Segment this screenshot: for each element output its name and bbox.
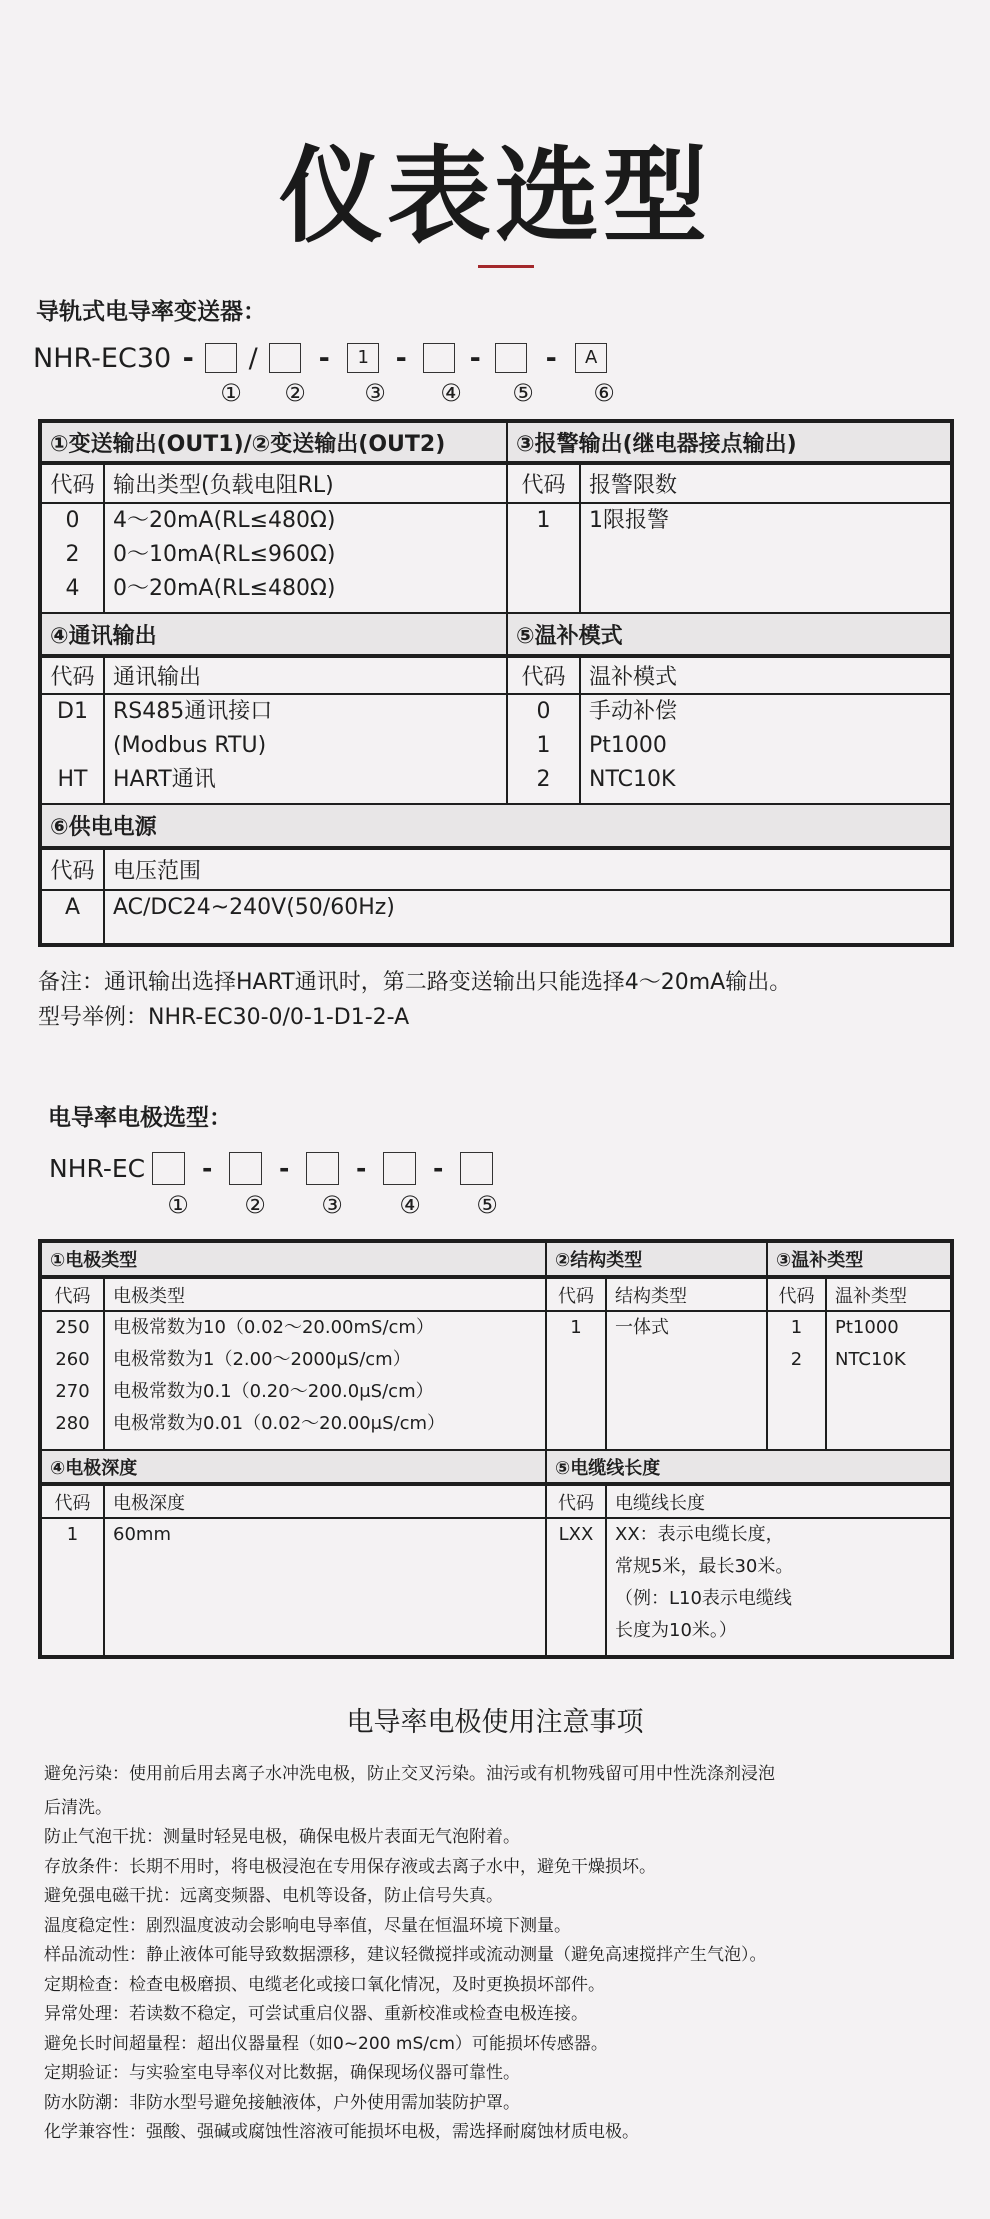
separator: - bbox=[469, 342, 481, 374]
tempcomp-header: 温补模式 bbox=[580, 656, 952, 694]
marker-1: ① bbox=[220, 379, 242, 407]
alarm-header: 报警限数 bbox=[580, 463, 952, 503]
separator: - bbox=[355, 1153, 367, 1183]
model-slot-5 bbox=[495, 343, 527, 373]
marker-3: ③ bbox=[364, 379, 386, 407]
note-item: 防水防潮：非防水型号避免接触液体，户外使用需加装防护罩。 bbox=[44, 2092, 520, 2113]
section-comm-title: ④通讯输出 bbox=[40, 613, 507, 656]
section-structure-title: ②结构类型 bbox=[546, 1241, 767, 1277]
separator: - bbox=[318, 342, 330, 374]
separator: - bbox=[182, 342, 194, 374]
transmitter-selection-table bbox=[38, 419, 954, 947]
model-slot-5 bbox=[460, 1152, 493, 1185]
separator: - bbox=[201, 1153, 213, 1183]
model-prefix: NHR-EC30 bbox=[33, 342, 172, 374]
electrode-type-codes: 250 260 270 280 bbox=[40, 1311, 104, 1450]
model-slot-3: 1 bbox=[347, 343, 379, 373]
model-slot-2 bbox=[269, 343, 301, 373]
depth-code: 1 bbox=[40, 1518, 104, 1657]
transmitter-heading: 导轨式电导率变送器： bbox=[36, 299, 266, 325]
tempcomp-header: 温补类型 bbox=[826, 1277, 952, 1311]
power-value: AC/DC24~240V(50/60Hz) bbox=[104, 890, 952, 945]
cable-description: XX：表示电缆长度， 常规5米，最长30米。 （例：L10表示电缆线 长度为10米。） bbox=[606, 1518, 952, 1657]
depth-value: 60mm bbox=[104, 1518, 546, 1657]
code-header: 代码 bbox=[40, 1277, 104, 1311]
separator: / bbox=[248, 342, 258, 374]
structure-codes: 1 bbox=[546, 1311, 606, 1450]
electrode-heading: 电导率电极选型： bbox=[48, 1105, 232, 1131]
note-item: 异常处理：若读数不稳定，可尝试重启仪器、重新校准或检查电极连接。 bbox=[44, 2004, 588, 2024]
page-title: 仪表选型 bbox=[278, 135, 711, 257]
tempcomp-values: 手动补偿 Pt1000 NTC10K bbox=[580, 694, 952, 804]
note-item: 避免强电磁干扰：远离变频器、电机等设备，防止信号失真。 bbox=[44, 1886, 503, 1906]
section-tempcomp-title: ③温补类型 bbox=[767, 1241, 952, 1277]
alarm-codes: 1 bbox=[507, 503, 580, 613]
note-item: 避免污染：使用前后用去离子水冲洗电极，防止交叉污染。油污或有机物残留可用中性洗涤剂浸泡 bbox=[44, 1764, 775, 1784]
note-item: 样品流动性：静止液体可能导致数据漂移，建议轻微搅拌或流动测量（避免高速搅拌产生气泡）。 bbox=[44, 1945, 767, 1965]
marker-2: ② bbox=[284, 379, 306, 407]
output-values: 4～20mA(RL≤480Ω) 0～10mA(RL≤960Ω) 0～20mA(RL≤480Ω) bbox=[104, 503, 507, 613]
remark-note: 备注：通讯输出选择HART通讯时，第二路变送输出只能选择4～20mA输出。 bbox=[38, 970, 792, 995]
electrode-type-values: 电极常数为10（0.02～20.00mS/cm） 电极常数为1（2.00～2000μS/cm） 电极常数为0.1（0.20～200.0μS/cm） 电极常数为0.01（0.02～20.00μS/cm） bbox=[104, 1311, 546, 1450]
structure-header: 结构类型 bbox=[606, 1277, 767, 1311]
code-header: 代码 bbox=[546, 1484, 606, 1518]
section-power-title: ⑥供电电源 bbox=[40, 804, 952, 848]
tempcomp-codes: 1 2 bbox=[767, 1311, 826, 1450]
marker-5: ⑤ bbox=[476, 1191, 498, 1219]
comm-values: RS485通讯接口 (Modbus RTU) HART通讯 bbox=[104, 694, 507, 804]
power-code: A bbox=[40, 890, 104, 945]
separator: - bbox=[545, 342, 557, 374]
title-divider bbox=[478, 265, 534, 268]
tempcomp-codes: 0 1 2 bbox=[507, 694, 580, 804]
usage-notes-title: 电导率电极使用注意事项 bbox=[346, 1707, 644, 1738]
note-item: 化学兼容性：强酸、强碱或腐蚀性溶液可能损坏电极，需选择耐腐蚀材质电极。 bbox=[44, 2122, 639, 2142]
marker-1: ① bbox=[167, 1191, 189, 1219]
note-item: 后清洗。 bbox=[44, 1798, 112, 1818]
marker-3: ③ bbox=[321, 1191, 343, 1219]
voltage-header: 电压范围 bbox=[104, 848, 952, 890]
electrode-type-header: 电极类型 bbox=[104, 1277, 546, 1311]
separator: - bbox=[432, 1153, 444, 1183]
code-header: 代码 bbox=[40, 848, 104, 890]
separator: - bbox=[278, 1153, 290, 1183]
marker-6: ⑥ bbox=[593, 379, 615, 407]
note-item: 防止气泡干扰：测量时轻晃电极，确保电极片表面无气泡附着。 bbox=[44, 1827, 520, 1847]
structure-values: 一体式 bbox=[606, 1311, 767, 1450]
model-prefix: NHR-EC bbox=[49, 1153, 146, 1183]
code-header: 代码 bbox=[546, 1277, 606, 1311]
code-header: 代码 bbox=[767, 1277, 826, 1311]
code-header: 代码 bbox=[40, 463, 104, 503]
note-item: 避免长时间超量程：超出仪器量程（如0~200 mS/cm）可能损坏传感器。 bbox=[44, 2033, 608, 2054]
model-slot-2 bbox=[229, 1152, 262, 1185]
code-header: 代码 bbox=[507, 656, 580, 694]
model-slot-4 bbox=[383, 1152, 416, 1185]
usage-notes-list bbox=[44, 1756, 964, 2148]
section-alarm-title: ③报警输出(继电器接点输出) bbox=[507, 421, 952, 463]
note-item: 温度稳定性：剧烈温度波动会影响电导率值，尽量在恒温环境下测量。 bbox=[44, 1915, 571, 1936]
model-slot-4 bbox=[423, 343, 455, 373]
output-type-header: 输出类型(负载电阻RL) bbox=[104, 463, 507, 503]
cable-code: LXX bbox=[546, 1518, 606, 1657]
code-header: 代码 bbox=[507, 463, 580, 503]
depth-header: 电极深度 bbox=[104, 1484, 546, 1518]
marker-4: ④ bbox=[399, 1191, 421, 1219]
code-header: 代码 bbox=[40, 1484, 104, 1518]
output-codes: 0 2 4 bbox=[40, 503, 104, 613]
model-slot-1 bbox=[152, 1152, 185, 1185]
model-example: 型号举例：NHR-EC30-0/0-1-D1-2-A bbox=[38, 1005, 410, 1030]
note-item: 定期验证：与实验室电导率仪对比数据，确保现场仪器可靠性。 bbox=[44, 2063, 520, 2083]
marker-4: ④ bbox=[440, 379, 462, 407]
marker-5: ⑤ bbox=[512, 379, 534, 407]
section-output-title: ①变送输出(OUT1)/②变送输出(OUT2) bbox=[40, 421, 507, 463]
tempcomp-values: Pt1000 NTC10K bbox=[826, 1311, 952, 1450]
alarm-values: 1限报警 bbox=[580, 503, 952, 613]
note-item: 存放条件：长期不用时，将电极浸泡在专用保存液或去离子水中，避免干燥损坏。 bbox=[44, 1856, 656, 1877]
model-slot-6: A bbox=[575, 343, 607, 373]
note-item: 定期检查：检查电极磨损、电缆老化或接口氧化情况，及时更换损坏部件。 bbox=[44, 1974, 605, 1995]
model-slot-3 bbox=[306, 1152, 339, 1185]
section-tempcomp-title: ⑤温补模式 bbox=[507, 613, 952, 656]
electrode-model-code bbox=[49, 1150, 493, 1186]
section-electrode-type-title: ①电极类型 bbox=[40, 1241, 546, 1277]
separator: - bbox=[395, 342, 407, 374]
model-slot-1 bbox=[205, 343, 237, 373]
comm-header: 通讯输出 bbox=[104, 656, 507, 694]
electrode-selection-table bbox=[38, 1239, 954, 1659]
transmitter-model-code bbox=[33, 338, 607, 378]
code-header: 代码 bbox=[40, 656, 104, 694]
comm-codes: D1 HT bbox=[40, 694, 104, 804]
section-cable-title: ⑤电缆线长度 bbox=[546, 1450, 952, 1484]
cable-header: 电缆线长度 bbox=[606, 1484, 952, 1518]
marker-2: ② bbox=[244, 1191, 266, 1219]
section-depth-title: ④电极深度 bbox=[40, 1450, 546, 1484]
